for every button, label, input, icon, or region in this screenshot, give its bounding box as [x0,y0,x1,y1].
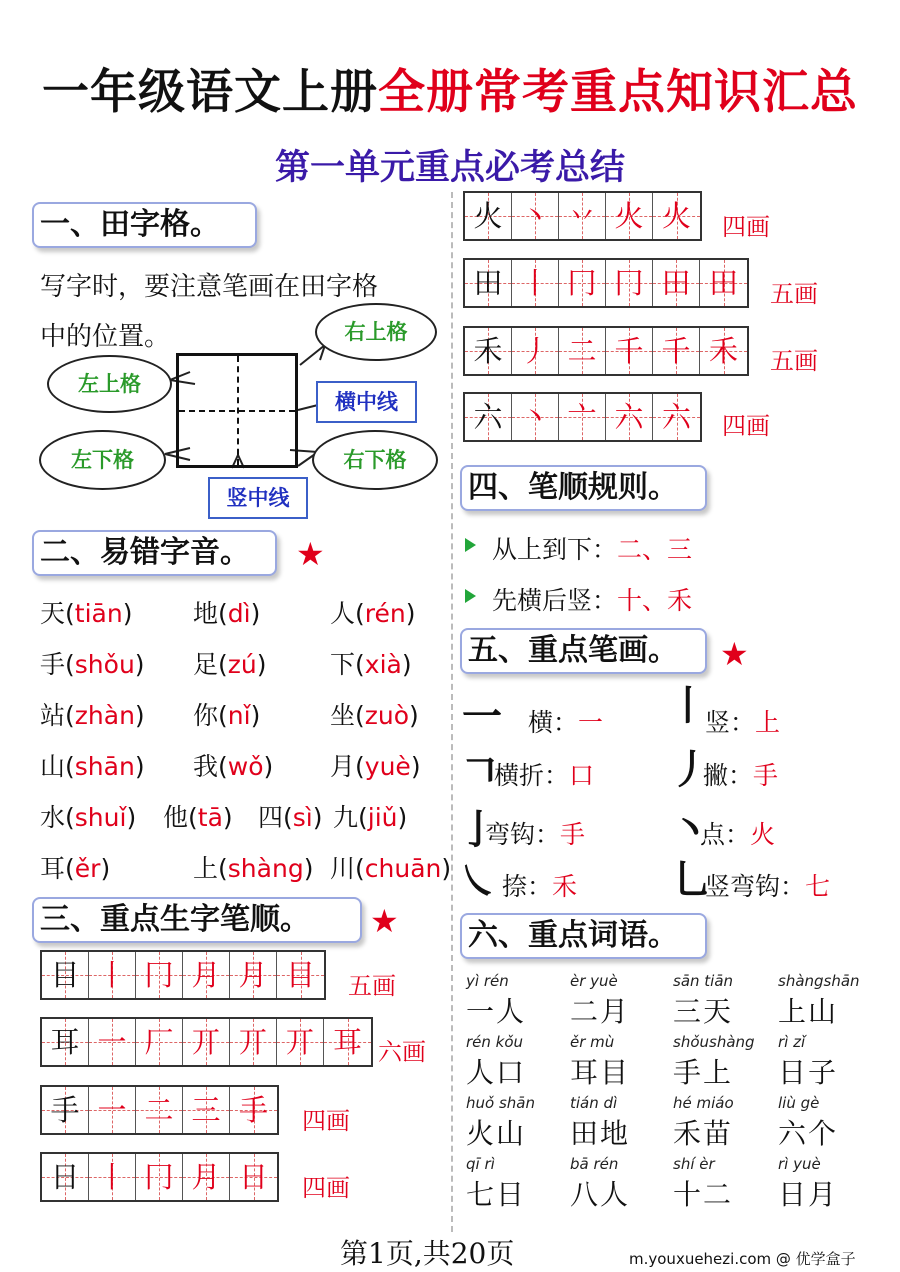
tianzige-text-line1: 写字时，要注意笔画在田字格 [40,272,379,302]
stroke-order-row [40,1017,373,1067]
stroke-order-step: 耳 [324,1019,371,1065]
star-icon: ★ [296,535,325,573]
pronunciation-item: 山(shān) [40,752,145,781]
word-pinyin: shàngshān [778,972,860,990]
stroke-order-step: 目 [277,952,324,998]
word-item [778,1094,888,1152]
stroke-order-step: 六 [606,394,653,440]
stroke-order-step: 月 [183,952,230,998]
stroke-order-step: 手 [230,1087,277,1133]
stroke-order-step: 月 [183,1154,230,1200]
word-item [570,1033,680,1091]
section-heading-stroke-order: 三、重点生字笔顺。 [32,897,362,943]
pronunciation-item: 天(tiān) [40,599,133,628]
tianzige-text-line2: 中的位置。 [40,322,171,352]
label-vertical-line: 竖中线 [208,477,308,519]
stroke-order-step: 千 [606,328,653,374]
rule-1: 从上到下：二、三 [492,535,693,564]
stroke-order-step: 丿 [512,328,559,374]
word-pinyin: bā rén [570,1155,619,1173]
stroke-count: 五画 [770,280,818,308]
stroke-order-row [463,392,702,442]
word-pinyin: yì rén [466,972,509,990]
word-hanzi: 禾苗 [673,1117,734,1150]
stroke-count: 五画 [770,347,818,375]
stroke-name: 竖弯钩：七 [705,872,831,901]
stroke-name: 弯钩：手 [485,820,586,849]
word-hanzi: 三天 [673,995,734,1028]
stroke-glyph: ㇏ [458,859,498,905]
stroke-order-row [463,258,749,308]
stroke-order-step: 禾 [700,328,747,374]
stroke-order-step: 一 [89,1019,136,1065]
stroke-order-row [40,1085,279,1135]
word-hanzi: 田地 [570,1117,631,1150]
stroke-name: 点：火 [700,820,776,849]
stroke-order-step: 丌 [183,1019,230,1065]
stroke-count: 四画 [722,412,770,440]
word-item [778,1033,888,1091]
unit-subtitle: 第一单元重点必考总结 [274,148,625,188]
word-hanzi: 日子 [778,1056,839,1089]
stroke-order-step: 丌 [277,1019,324,1065]
stroke-order-step: 丌 [230,1019,277,1065]
tianzige-grid [176,353,298,468]
word-item [570,972,680,1030]
label-horizontal-line: 横中线 [316,381,417,423]
word-hanzi: 耳目 [570,1056,631,1089]
pronunciation-item: 月(yuè) [330,752,421,781]
word-pinyin: shǒushàng [673,1033,755,1051]
stroke-order-character: 手 [42,1087,89,1133]
stroke-order-step: 丷 [559,193,606,239]
stroke-order-character: 耳 [42,1019,89,1065]
title-red: 全册常考重点知识汇总 [378,65,858,120]
pronunciation-item: 九(jiǔ) [333,803,408,832]
word-item [466,1033,576,1091]
section-heading-words: 六、重点词语。 [460,913,707,959]
word-pinyin: rì yuè [778,1155,821,1173]
word-hanzi: 八人 [570,1178,631,1211]
stroke-order-step: 亠 [559,394,606,440]
word-item [673,972,783,1030]
stroke-order-row [463,326,749,376]
vertical-center-line [237,356,239,465]
word-pinyin: ěr mù [570,1033,615,1051]
word-item [673,1094,783,1152]
stroke-name: 捺：禾 [502,872,578,901]
stroke-glyph: 亅 [458,807,498,853]
stroke-order-character: 禾 [465,328,512,374]
stroke-glyph: 丿 [670,747,710,793]
bubble-top-left: 左上格 [47,355,172,413]
star-icon: ★ [720,635,749,673]
bubble-bottom-right: 右下格 [312,430,438,490]
stroke-order-step: 丶 [512,394,559,440]
rule-2: 先横后竖：十、禾 [492,586,693,615]
word-pinyin: qī rì [466,1155,495,1173]
stroke-order-step: 田 [653,260,700,306]
stroke-order-step: 二 [136,1087,183,1133]
stroke-name: 横：一 [528,708,604,737]
word-item [778,1155,888,1213]
stroke-order-step: 田 [700,260,747,306]
stroke-order-step: 丨 [89,952,136,998]
word-item [673,1033,783,1091]
word-pinyin: rén kǒu [466,1033,524,1051]
word-item [778,972,888,1030]
stroke-order-step: 丶 [512,193,559,239]
stroke-order-step: 冂 [136,952,183,998]
footer-url: m.youxuehezi.com @ 优学盒子 [629,1250,856,1268]
stroke-order-step: 冂 [606,260,653,306]
stroke-order-step: 丨 [512,260,559,306]
section-heading-pronunciation: 二、易错字音。 [32,530,277,576]
word-hanzi: 人口 [466,1056,527,1089]
word-hanzi: 上山 [778,995,839,1028]
stroke-name: 横折：口 [494,761,595,790]
stroke-glyph: 丶 [670,807,710,853]
stroke-glyph: 一 [462,694,502,740]
pronunciation-item: 耳(ěr) [40,854,111,883]
word-hanzi: 七日 [466,1178,527,1211]
word-item [570,1155,680,1213]
stroke-count: 六画 [378,1038,426,1066]
stroke-order-character: 田 [465,260,512,306]
stroke-order-character: 火 [465,193,512,239]
stroke-glyph: 丨 [668,683,708,729]
word-item [673,1155,783,1213]
word-pinyin: shí èr [673,1155,715,1173]
word-hanzi: 火山 [466,1117,527,1150]
page-number: 第1页,共20页 [340,1237,515,1270]
stroke-order-step: 一 [89,1087,136,1133]
word-hanzi: 手上 [673,1056,734,1089]
bullet-icon [465,538,476,552]
word-pinyin: hé miáo [673,1094,734,1112]
stroke-name: 竖：上 [705,708,781,737]
word-pinyin: liù gè [778,1094,820,1112]
word-hanzi: 一人 [466,995,527,1028]
word-pinyin: rì zǐ [778,1033,806,1051]
word-item [466,1155,576,1213]
word-hanzi: 二月 [570,995,631,1028]
stroke-order-step: 厂 [136,1019,183,1065]
pronunciation-item: 坐(zuò) [330,701,419,730]
pronunciation-item: 下(xià) [330,650,412,679]
stroke-order-row [463,191,702,241]
stroke-glyph: 乚 [672,857,712,903]
pronunciation-item: 人(rén) [330,599,416,628]
word-pinyin: sān tiān [673,972,734,990]
pronunciation-item: 我(wǒ) [193,752,274,781]
pronunciation-item: 上(shàng) [193,854,314,883]
title-black: 一年级语文上册 [42,65,378,120]
word-item [466,972,576,1030]
word-pinyin: èr yuè [570,972,618,990]
stroke-glyph: 𠃍 [460,750,500,796]
word-item [466,1094,576,1152]
stroke-order-character: 六 [465,394,512,440]
pronunciation-item: 地(dì) [193,599,261,628]
stroke-order-step: 火 [606,193,653,239]
stroke-name: 撇：手 [703,761,779,790]
stroke-count: 四画 [302,1174,350,1202]
word-pinyin: tián dì [570,1094,618,1112]
pronunciation-item: 四(sì) [258,803,323,832]
bullet-icon [465,589,476,603]
stroke-order-step: 千 [653,328,700,374]
stroke-order-character: 日 [42,1154,89,1200]
stroke-count: 五画 [348,972,396,1000]
pronunciation-item: 站(zhàn) [40,701,145,730]
stroke-order-step: 日 [230,1154,277,1200]
bubble-top-right: 右上格 [315,303,437,361]
word-hanzi: 六个 [778,1117,839,1150]
stroke-order-row [40,1152,279,1202]
stroke-order-character: 目 [42,952,89,998]
stroke-order-row [40,950,326,1000]
stroke-order-step: 六 [653,394,700,440]
section-heading-rules: 四、笔顺规则。 [460,465,707,511]
bubble-bottom-left: 左下格 [39,430,166,490]
pronunciation-item: 他(tā) [163,803,233,832]
word-item [570,1094,680,1152]
word-pinyin: huǒ shān [466,1094,535,1112]
word-hanzi: 日月 [778,1178,839,1211]
star-icon: ★ [370,902,399,940]
stroke-order-step: 丨 [89,1154,136,1200]
pronunciation-item: 手(shǒu) [40,650,145,679]
pronunciation-item: 你(nǐ) [193,701,261,730]
word-hanzi: 十二 [673,1178,734,1211]
stroke-order-step: 火 [653,193,700,239]
pronunciation-item: 足(zú) [193,650,267,679]
pronunciation-item: 水(shuǐ) [40,803,137,832]
section-heading-tianzige: 一、田字格。 [32,202,257,248]
stroke-count: 四画 [302,1107,350,1135]
section-heading-strokes: 五、重点笔画。 [460,628,707,674]
stroke-count: 四画 [722,213,770,241]
stroke-order-step: 月 [230,952,277,998]
stroke-order-step: 三 [183,1087,230,1133]
stroke-order-step: 冂 [136,1154,183,1200]
stroke-order-step: 冂 [559,260,606,306]
stroke-order-step: 二 [559,328,606,374]
pronunciation-item: 川(chuān) [330,854,452,883]
